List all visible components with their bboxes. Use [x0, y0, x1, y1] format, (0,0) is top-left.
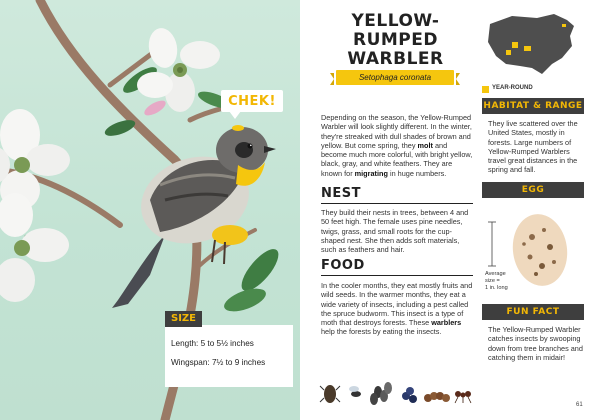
egg-average-size [485, 271, 508, 292]
size-length: Length: 5 to 5½ inches [171, 339, 254, 348]
egg-illustration [482, 202, 584, 312]
nest-heading: NEST [321, 186, 473, 204]
size-wingspan: Wingspan: 7½ to 9 inches [171, 358, 266, 367]
food-illustrations [318, 372, 473, 412]
range-map [482, 6, 582, 86]
intro-paragraph [321, 113, 473, 178]
habitat-heading: HABITAT & RANGE [482, 98, 584, 114]
page-title: YELLOW-RUMPED WARBLER [347, 11, 444, 69]
fun-fact-heading: FUN FACT [482, 304, 584, 320]
facts-column [478, 0, 588, 420]
intro-text-3: in huge numbers. [387, 168, 447, 178]
food-paragraph [321, 281, 473, 337]
berries-icon [402, 387, 417, 403]
egg-average-line-2: size = [485, 278, 500, 284]
year-round-swatch [482, 86, 489, 93]
map-legend-label: YEAR-ROUND [492, 85, 533, 91]
dogwood-flower-bottom [0, 193, 69, 302]
intro-term-molt: molt [417, 140, 433, 150]
bird-call-text: CHEK! [228, 93, 276, 109]
food-text-2: help the forests by eating the insects. [321, 327, 442, 337]
habitat-paragraph: They live scattered over the United States, mostly in forests. Large numbers of Yellow-Rumped Warblers travel great distances in the spring and fall. [488, 119, 578, 175]
scientific-name-banner [336, 70, 454, 85]
fun-fact-paragraph: The Yellow-Rumped Warbler catches insects by swooping down from tree branches and catching them in midair! [488, 325, 583, 362]
main-text-column [318, 0, 473, 420]
caterpillar-icon [424, 392, 450, 402]
page-number: 61 [576, 402, 583, 408]
egg-heading: EGG [482, 182, 584, 198]
food-term-warblers: warblers [431, 318, 462, 328]
egg-average-line-1: Average [485, 271, 506, 277]
scientific-name: Setophaga coronata [358, 73, 432, 82]
intro-term-migrating: migrating [354, 168, 388, 178]
size-label: SIZE [165, 311, 202, 327]
size-box [165, 313, 293, 387]
beetle-icon [320, 385, 340, 403]
nest-paragraph: They build their nests in trees, between 4 and 50 feet high. The female uses pine needles, twigs, grass, and small roots for the cup-shaped nest. She then adds soft materials, such as feathers and hair. [321, 208, 469, 255]
intro-text-1: Depending on the season, the Yellow-Rumped Warbler will look slightly different. In the winter, they're streaked with dull shades of brown and yellow. But come spring, they [321, 113, 472, 150]
egg-average-line-3: 1 in. long [485, 285, 508, 291]
seeds-icon [370, 382, 392, 405]
food-text-1: In the cooler months, they eat mostly fruits and wild seeds. In the warmer months, they eat a wide variety of insects, including a pest called the spruce budworm. This insect is a type of moth that destroys forests. These [321, 281, 473, 328]
ant-icon [455, 391, 471, 403]
fly-icon [349, 386, 361, 397]
food-heading: FOOD [321, 258, 473, 276]
speech-bubble [221, 90, 283, 112]
intro-text-2: and become much more colorful, with bright yellow, black, gray, and white feathers. They are known for [321, 140, 473, 178]
